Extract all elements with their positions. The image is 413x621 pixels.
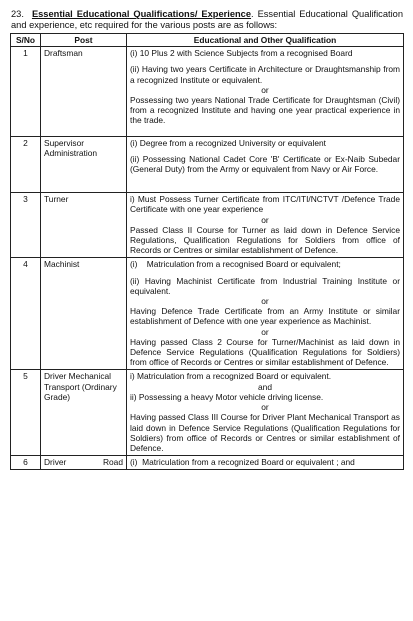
- row-qualification: [127, 370, 404, 456]
- row-post: Machinist: [41, 258, 127, 370]
- qualification-or: or: [261, 296, 269, 307]
- qualification-line: ii) Possessing a heavy Motor vehicle driving license.: [130, 391, 324, 402]
- qualification-line: Having passed Class III Course for Driver Plant Mechanical Transport as laid down in Defence Service Regulations (Qualification Regulations for Soldiers) from office of Records or Centres or similar establishment of Defence.: [130, 412, 400, 453]
- qualification-line: i) Matriculation from a recognized Board or equivalent.: [130, 371, 332, 382]
- row-post-part: Driver: [44, 457, 67, 468]
- table-row: [11, 136, 404, 193]
- row-sno: 2: [11, 136, 41, 193]
- row-sno: 4: [11, 258, 41, 370]
- table-row: [11, 47, 404, 136]
- table-row: [11, 258, 404, 370]
- row-qualification: [127, 456, 404, 470]
- section-intro-text: . Essential Educational Qualification and experience, etc required for the various posts are as follows:: [11, 9, 403, 30]
- qualification-or: or: [261, 326, 269, 337]
- qualification-line: Having passed Class 2 Course for Turner/Machinist as laid down in Defence Service Regulations (Qualification Regulations for Soldiers) from office of Records or Centres or similar establishment of Defence.: [130, 336, 400, 368]
- qualification-or: or: [261, 84, 269, 95]
- qualification-and: and: [258, 381, 272, 392]
- qualification-line: (ii) Having two years Certificate in Architecture or Draughtsmanship from a recognized Institute or equivalent.: [130, 64, 400, 85]
- qualification-line: (ii) Possessing National Cadet Core 'B' Certificate or Ex-Naib Subedar (General Duty) from the Army or equivalent from Navy or Air Force.: [130, 153, 400, 175]
- row-sno: 3: [11, 193, 41, 258]
- qualification-line: (i) Matriculation from a recognised Board or equivalent;: [130, 259, 341, 270]
- row-post: Draftsman: [41, 47, 127, 136]
- row-post: Turner: [41, 193, 127, 258]
- qualification-line: Having Defence Trade Certificate from an Army Institute or similar establishment of Defence with one year experience as Machinist.: [130, 306, 400, 327]
- header-qualification: Educational and Other Qualification: [127, 34, 404, 47]
- section-number: 23.: [11, 9, 24, 19]
- row-qualification: [127, 47, 404, 136]
- table-row: [11, 456, 404, 470]
- qualification-line: (i) Matriculation from a recognized Board or equivalent ; and: [130, 457, 355, 468]
- row-post-part: Road: [102, 457, 123, 468]
- section-heading: Essential Educational Qualifications/ Experience: [31, 9, 252, 19]
- table-row: [11, 193, 404, 258]
- row-qualification: [127, 258, 404, 370]
- qualification-line: Possessing two years National Trade Certificate for Draughtsman (Civil) from a recognized Institute and having one year practical experience in the trade.: [130, 95, 400, 126]
- section-intro: [11, 9, 403, 31]
- qualification-line: (i) Degree from a recognized University or equivalent: [130, 137, 326, 148]
- row-qualification: [127, 193, 404, 258]
- qualification-line: i) Must Possess Turner Certificate from ITC/ITI/NCTVT /Defence Trade Certificate with one year experience: [130, 194, 400, 215]
- table-header-row: [11, 34, 404, 47]
- qualification-or: or: [261, 402, 269, 413]
- header-post: Post: [41, 34, 127, 47]
- qualification-or: or: [261, 214, 269, 225]
- row-sno: 1: [11, 47, 41, 136]
- row-post: [41, 456, 127, 470]
- qualification-line: Passed Class II Course for Turner as laid down in Defence Service Regulations, Qualification Regulations for Soldiers from office of Records or Centres or similar establishment of Defence.: [130, 224, 400, 256]
- table-row: [11, 370, 404, 456]
- row-sno: 5: [11, 370, 41, 456]
- header-sno: S/No: [11, 34, 41, 47]
- row-post: Supervisor Administration: [41, 136, 127, 193]
- qualification-line: (ii) Having Machinist Certificate from Industrial Training Institute or equivalent.: [130, 275, 400, 296]
- row-sno: 6: [11, 456, 41, 470]
- qualification-table: [10, 33, 404, 470]
- row-post: Driver Mechanical Transport (Ordinary Grade): [41, 370, 127, 456]
- row-qualification: [127, 136, 404, 193]
- qualification-line: (i) 10 Plus 2 with Science Subjects from a recognised Board: [130, 48, 353, 59]
